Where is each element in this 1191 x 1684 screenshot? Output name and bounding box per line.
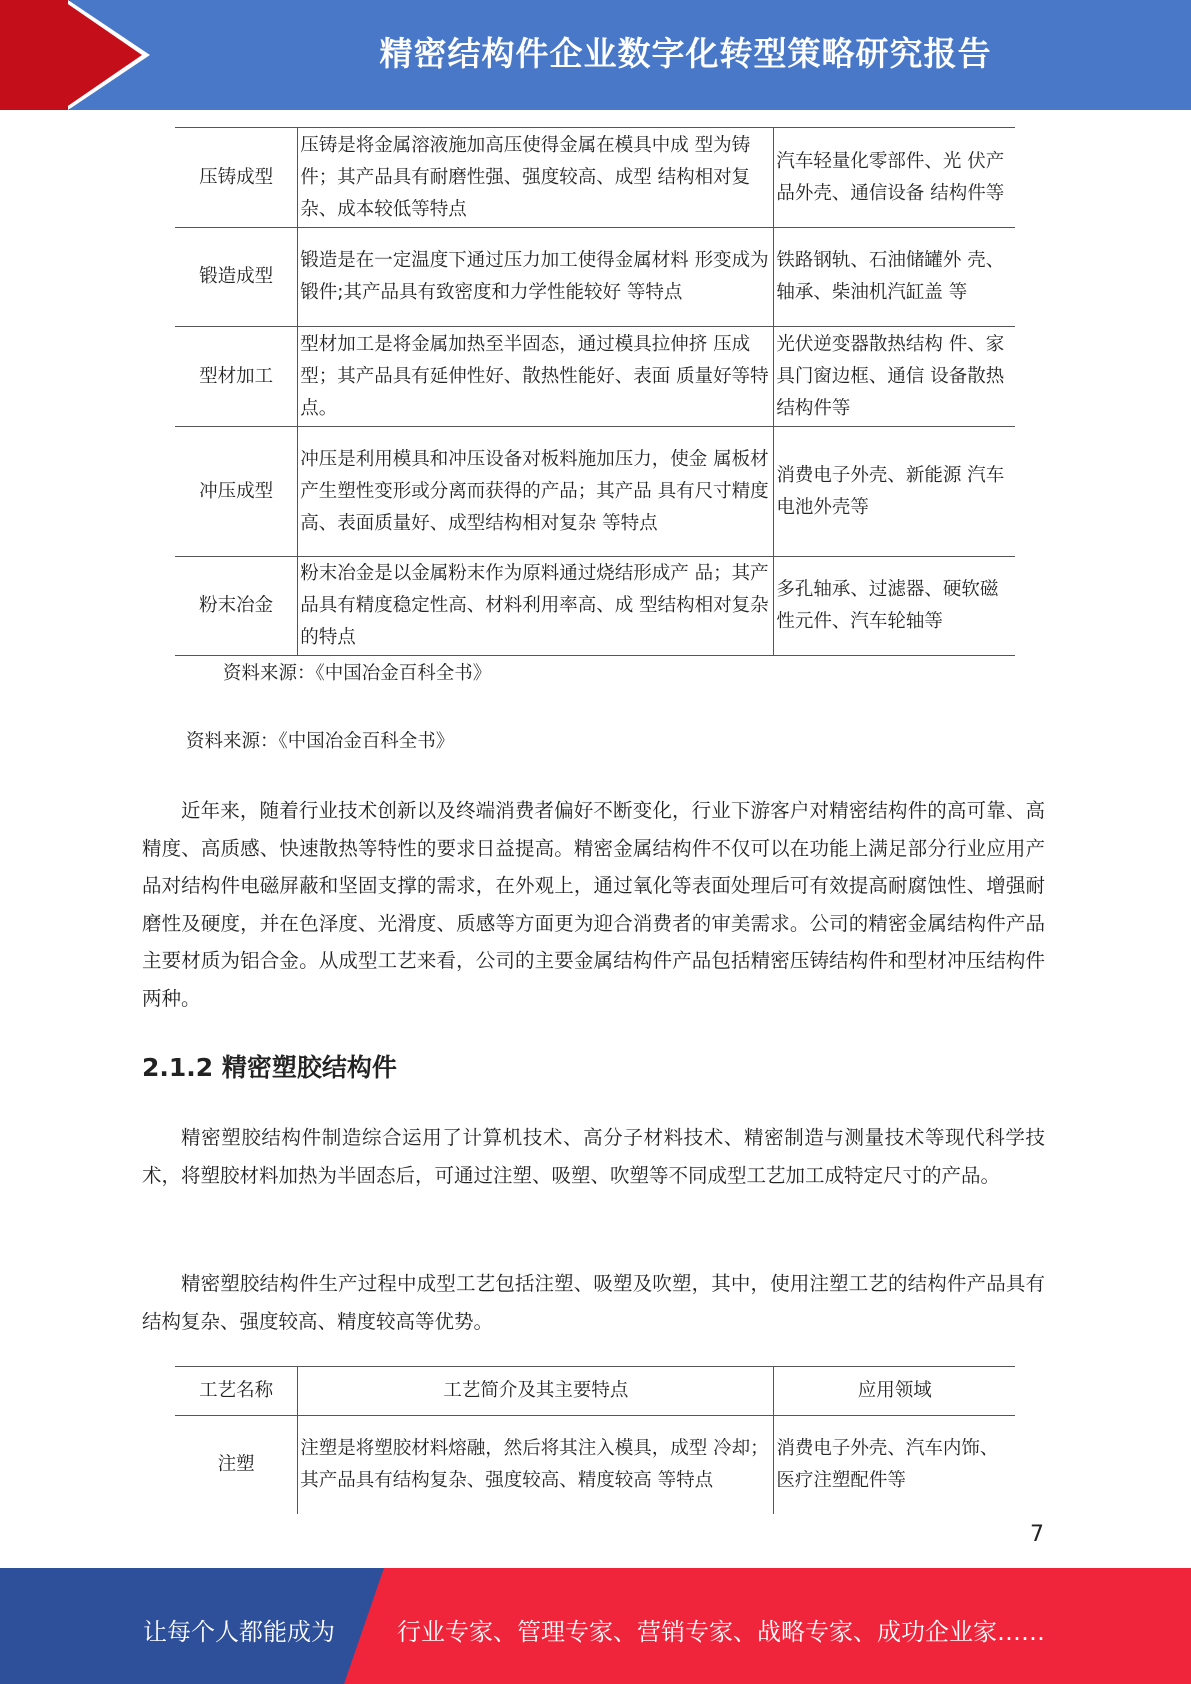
table-header-row [175, 1367, 1015, 1416]
process-app: 铁路钢轨、石油储罐外 壳、轴承、柴油机汽缸盖 等 [774, 228, 1015, 327]
process-app: 多孔轴承、过滤器、硬软磁性元件、汽车轮轴等 [774, 557, 1015, 656]
footer-slogan-right: 行业专家、管理专家、营销专家、战略专家、成功企业家…… [397, 1618, 1045, 1646]
process-app: 光伏逆变器散热结构 件、家具门窗边框、通信 设备散热结构件等 [774, 327, 1015, 427]
report-title: 精密结构件企业数字化转型策略研究报告 [379, 34, 992, 73]
header-red-block [0, 0, 70, 110]
process-desc: 压铸是将金属溶液施加高压使得金属在模具中成 型为铸件；其产品具有耐磨性强、强度较高、成型 结构相对复杂、成本较低等特点 [298, 128, 774, 228]
page-header [0, 0, 1191, 110]
table-row [175, 427, 1015, 557]
column-header: 工艺简介及其主要特点 [298, 1367, 774, 1416]
process-name: 注塑 [175, 1416, 298, 1514]
table-row [175, 327, 1015, 427]
process-desc: 粉末冶金是以金属粉末作为原料通过烧结形成产 品；其产品具有精度稳定性高、材料利用率高、成 型结构相对复杂的特点 [298, 557, 774, 656]
section-heading: 2.1.2 精密塑胶结构件 [142, 1053, 397, 1082]
process-name: 冲压成型 [175, 427, 298, 557]
process-app: 汽车轻量化零部件、光 伏产品外壳、通信设备 结构件等 [774, 128, 1015, 228]
table-row [175, 228, 1015, 327]
column-header: 工艺名称 [175, 1367, 298, 1416]
process-name: 锻造成型 [175, 228, 298, 327]
body-paragraph: 精密塑胶结构件制造综合运用了计算机技术、高分子材料技术、精密制造与测量技术等现代科学技术，将塑胶材料加热为半固态后，可通过注塑、吸塑、吹塑等不同成型工艺加工成特定尺寸的产品。 [142, 1126, 1045, 1187]
process-desc: 注塑是将塑胶材料熔融，然后将其注入模具，成型 冷却；其产品具有结构复杂、强度较高、精度较高 等特点 [298, 1416, 774, 1514]
table-row [175, 1416, 1015, 1514]
body-paragraph: 近年来，随着行业技术创新以及终端消费者偏好不断变化，行业下游客户对精密结构件的高可靠、高精度、高质感、快速散热等特性的要求日益提高。精密金属结构件不仅可以在功能上满足部分行业应用产品对结构件电磁屏蔽和坚固支撑的需求，在外观上，通过氧化等表面处理后可有效提高耐腐蚀性、增强耐磨性及硬度，并在色泽度、光滑度、质感等方面更为迎合消费者的审美需求。公司的精密金属结构件产品主要材质为铝合金。从成型工艺来看，公司的主要金属结构件产品包括精密压铸结构件和型材冲压结构件两种。 [142, 799, 1045, 1010]
body-paragraph: 精密塑胶结构件生产过程中成型工艺包括注塑、吸塑及吹塑，其中，使用注塑工艺的结构件产品具有结构复杂、强度较高、精度较高等优势。 [142, 1272, 1045, 1333]
header-chevron-red [62, 0, 142, 110]
footer-slogan-left: 让每个人都能成为 [143, 1618, 335, 1646]
process-desc: 型材加工是将金属加热至半固态，通过模具拉伸挤 压成型；其产品具有延伸性好、散热性能好、表面 质量好等特点。 [298, 327, 774, 427]
process-desc: 锻造是在一定温度下通过压力加工使得金属材料 形变成为锻件;其产品具有致密度和力学性能较好 等特点 [298, 228, 774, 327]
process-app: 消费电子外壳、新能源 汽车电池外壳等 [774, 427, 1015, 557]
process-name: 型材加工 [175, 327, 298, 427]
plastic-process-table [175, 1366, 1015, 1514]
table-row [175, 128, 1015, 228]
metal-process-table [175, 127, 1015, 656]
process-app: 消费电子外壳、汽车内饰、医疗注塑配件等 [774, 1416, 1015, 1514]
page-footer [0, 1568, 1191, 1684]
process-name: 压铸成型 [175, 128, 298, 228]
page-number: 7 [1030, 1522, 1044, 1547]
table-source-note: 资料来源：《中国冶金百科全书》 [223, 663, 492, 684]
process-name: 粉末冶金 [175, 557, 298, 656]
table-row [175, 557, 1015, 656]
process-desc: 冲压是利用模具和冲压设备对板料施加压力，使金 属板材产生塑性变形或分离而获得的产品；其产品 具有尺寸精度高、表面质量好、成型结构相对复杂 等特点 [298, 427, 774, 557]
source-note: 资料来源：《中国冶金百科全书》 [186, 731, 455, 752]
column-header: 应用领域 [774, 1367, 1015, 1416]
